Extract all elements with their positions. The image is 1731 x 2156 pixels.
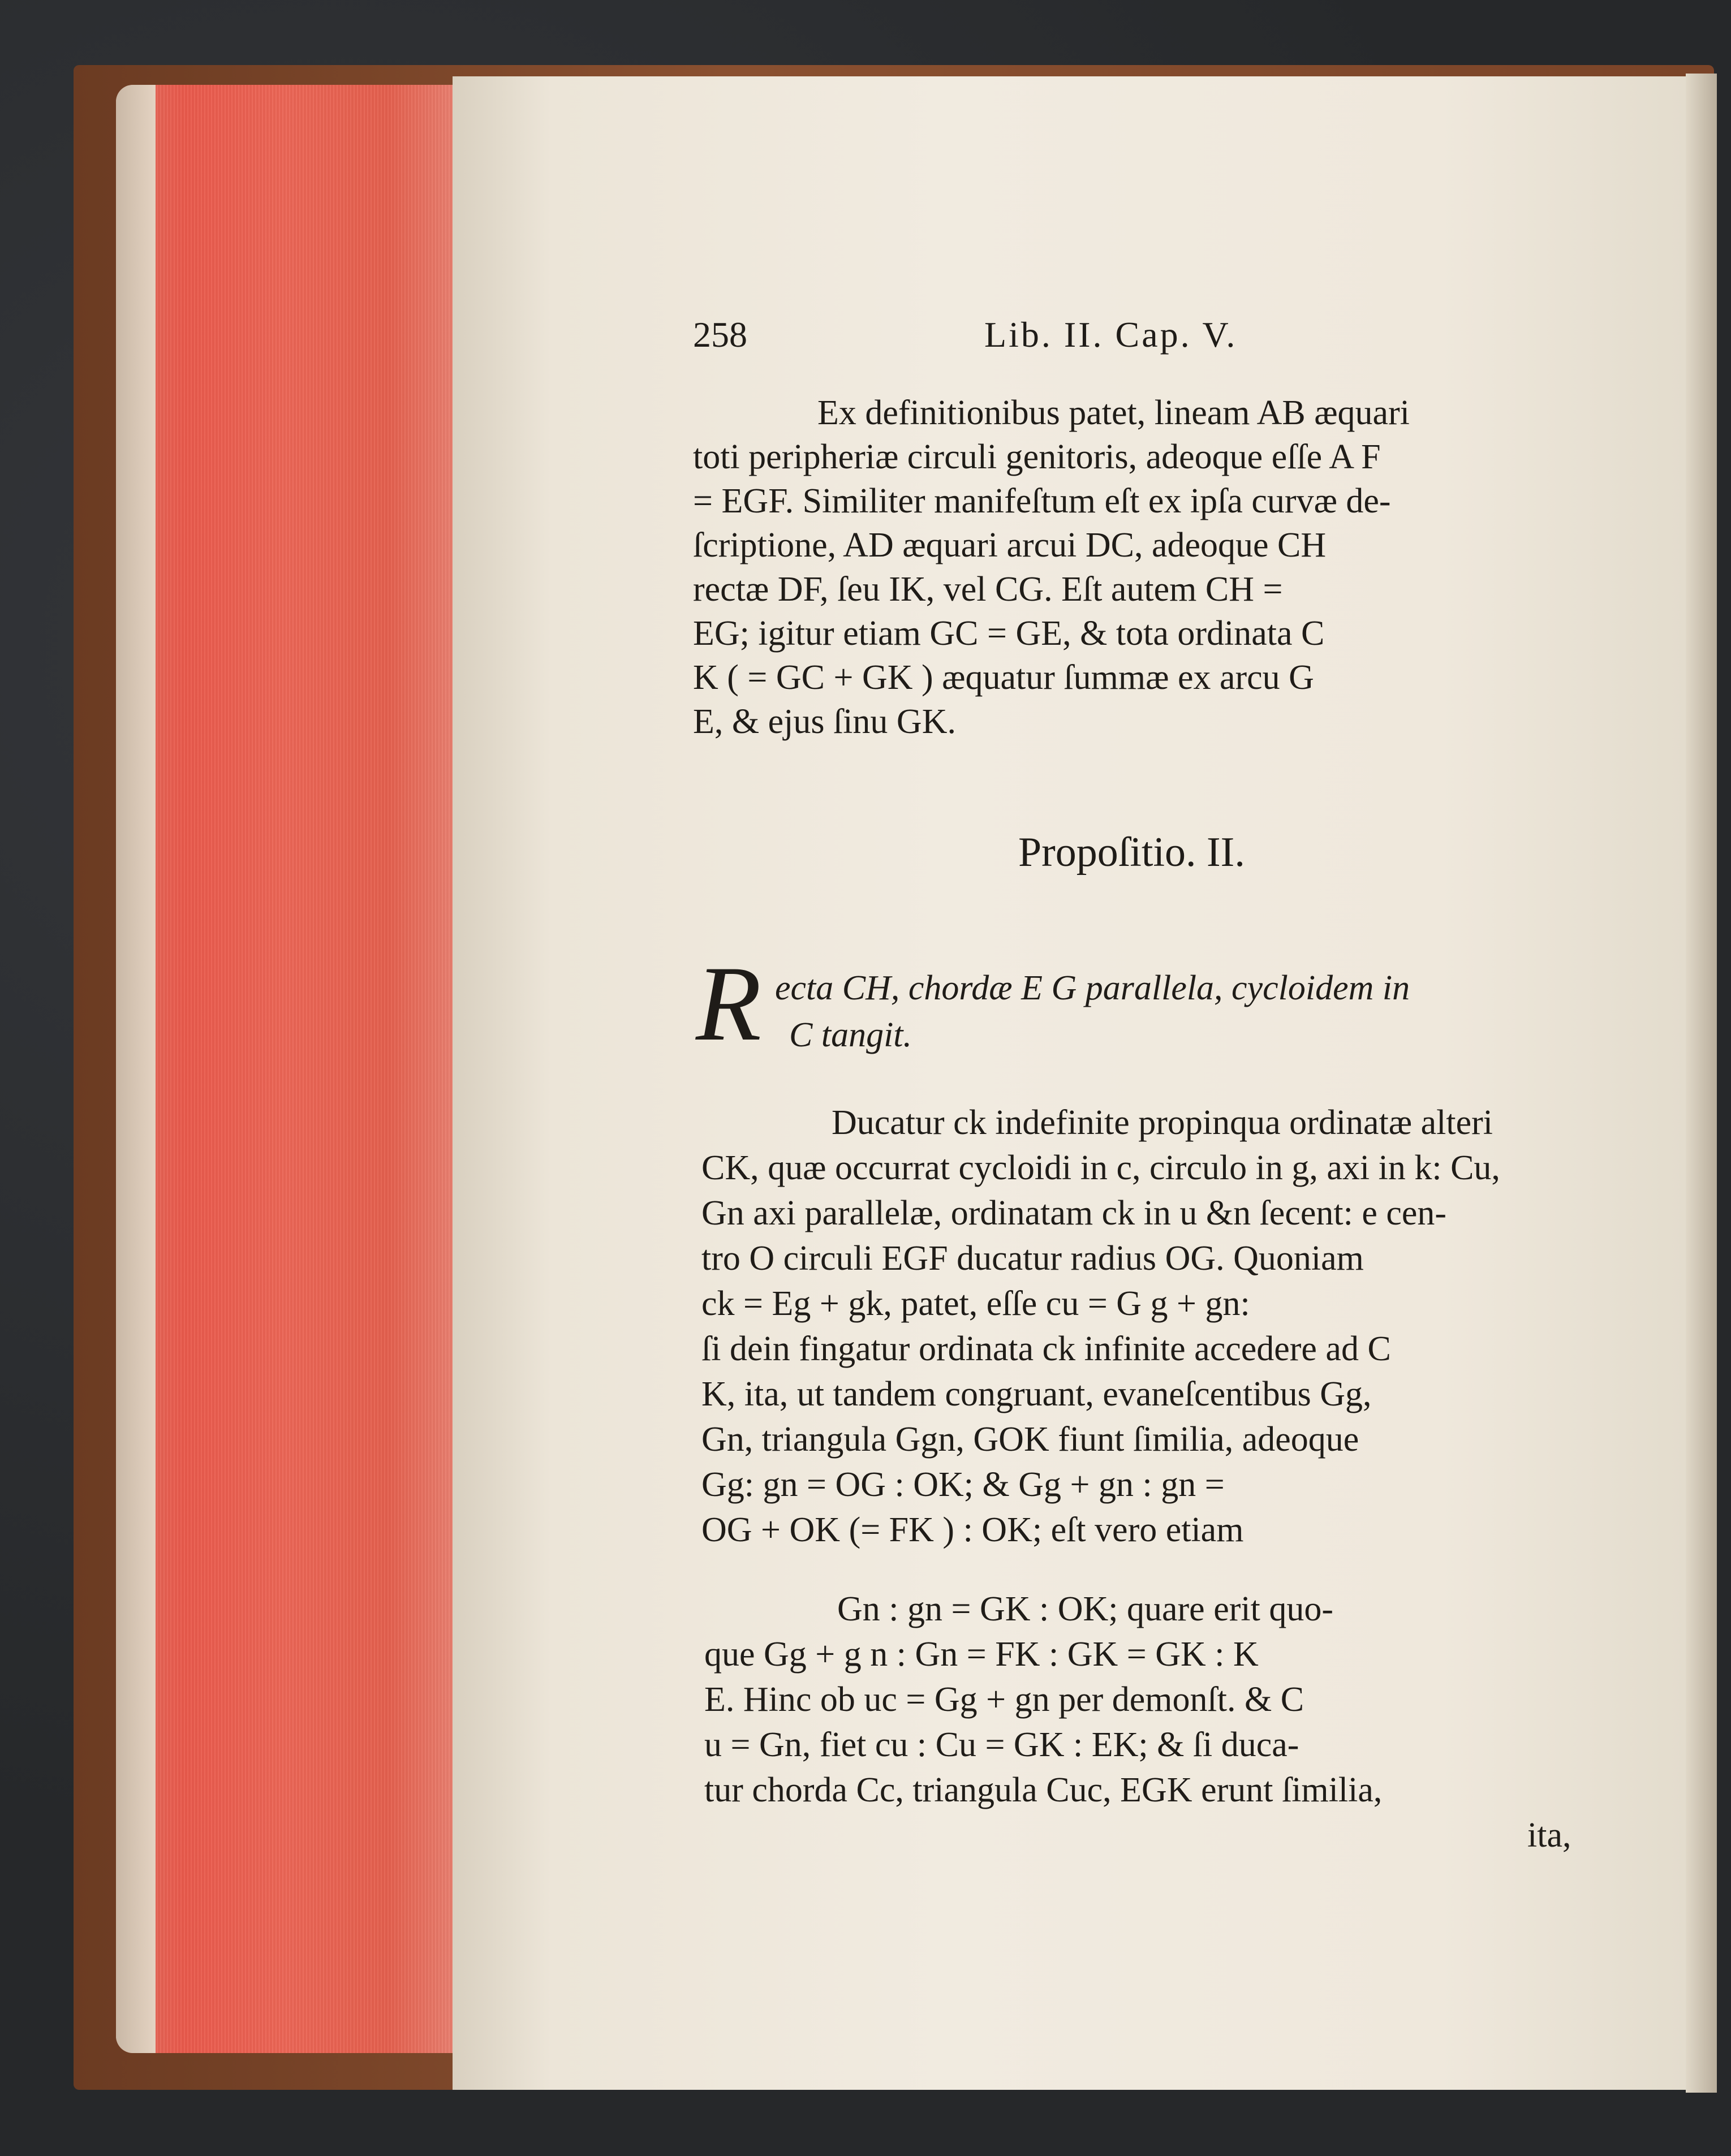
text-line: EG; igitur etiam GC = GE, & tota ordinata C — [693, 614, 1325, 653]
page-edges-red — [116, 85, 455, 2053]
proposition-line-1: ecta CH, chordæ E G parallela, cycloidem in — [775, 969, 1410, 1007]
page-gutter — [1686, 74, 1717, 2093]
running-head: Lib. II. Cap. V. — [984, 314, 1238, 355]
proposition-heading: Propoſitio. II. — [1018, 829, 1245, 876]
text-line: Ducatur ck indefinite propinqua ordinatæ alteri — [832, 1103, 1493, 1142]
text-line: OG + OK (= FK ) : OK; eſt vero etiam — [701, 1511, 1244, 1549]
text-line: que Gg + g n : Gn = FK : GK = GK : K — [704, 1635, 1259, 1674]
text-line: ſcriptione, AD æquari arcui DC, adeoque CH — [693, 526, 1327, 564]
text-line: K, ita, ut tandem congruant, evaneſcentibus Gg, — [701, 1375, 1372, 1413]
text-line: E. Hinc ob uc = Gg + gn per demonſt. & C — [704, 1680, 1304, 1719]
drop-cap: R — [696, 945, 762, 1063]
text-line: Ex definitionibus patet, lineam AB æquari — [817, 394, 1410, 432]
page-edges-inner — [116, 85, 156, 2053]
text-line: rectæ DF, ſeu IK, vel CG. Eſt autem CH = — [693, 570, 1283, 609]
page-number: 258 — [693, 314, 747, 355]
text-line: Gn axi parallelæ, ordinatam ck in u &n ſecent: e cen- — [701, 1194, 1447, 1232]
catchword: ita, — [1527, 1816, 1571, 1855]
text-line: tur chorda Cc, triangula Cuc, EGK erunt ſimilia, — [704, 1771, 1383, 1809]
text-line: CK, quæ occurrat cycloidi in c, circulo in g, axi in k: Cu, — [701, 1149, 1500, 1187]
text-line: E, & ejus ſinu GK. — [693, 702, 956, 741]
text-line: Gn : gn = GK : OK; quare erit quo- — [837, 1590, 1333, 1628]
text-line: ſi dein fingatur ordinata ck infinite accedere ad C — [701, 1330, 1391, 1368]
text-line: ck = Eg + gk, patet, eſſe cu = G g + gn: — [701, 1284, 1250, 1323]
text-line: tro O circuli EGF ducatur radius OG. Quoniam — [701, 1239, 1364, 1278]
text-line: Gg: gn = OG : OK; & Gg + gn : gn = — [701, 1465, 1225, 1504]
text-line: K ( = GC + GK ) æquatur ſummæ ex arcu G — [693, 658, 1314, 697]
text-line: toti peripheriæ circuli genitoris, adeoque eſſe A F — [693, 438, 1381, 476]
text-line: = EGF. Similiter manifeſtum eſt ex ipſa curvæ de- — [693, 482, 1391, 520]
text-line: Gn, triangula Ggn, GOK fiunt ſimilia, adeoque — [701, 1420, 1359, 1459]
proposition-line-2: C tangit. — [789, 1016, 912, 1054]
text-line: u = Gn, fiet cu : Cu = GK : EK; & ſi duca- — [704, 1726, 1299, 1764]
